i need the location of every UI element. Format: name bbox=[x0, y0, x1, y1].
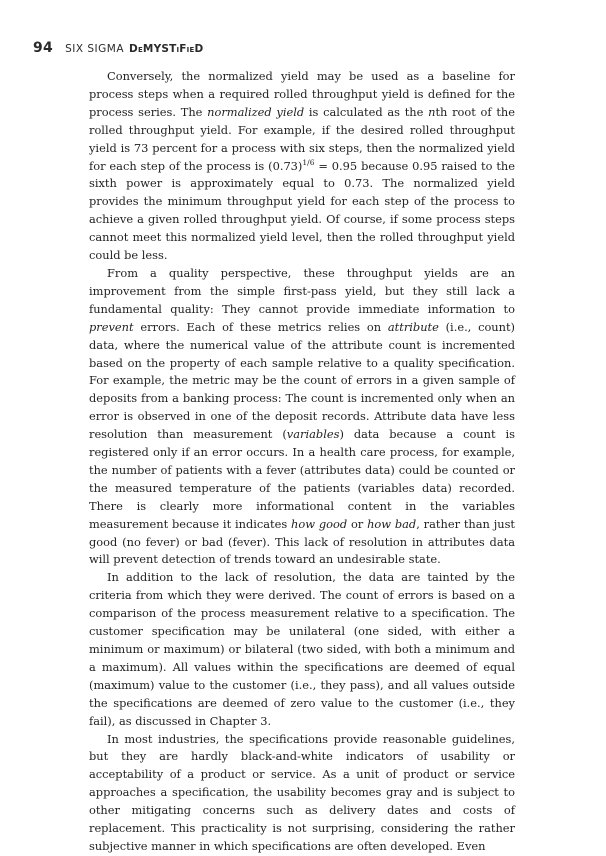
body-text bbox=[89, 68, 515, 856]
italic-text: how bad bbox=[367, 516, 417, 531]
text-run: ) data because a count is registered only if an error occurs. In a health care process, for example, the number of patients with a fever (attributes data) could be counted or the measured temperature of the patients (variables data) recorded. There is clearly more informational content in the variables measurement because it indicates bbox=[89, 427, 515, 531]
italic-text: normalized yield bbox=[207, 104, 305, 119]
text-run: In most industries, the specifications provide reasonable guidelines, but they are hardly black-and-white indicators of usability or acceptability of a product or service. As a unit of product or service approaches a specification, the usability becomes gray and is subject to other mitigating concerns such as delivery dates and costs of replacement. This practicality is not surprising, considering the rather subjective manner in which specifications are often developed. Even bbox=[89, 731, 515, 853]
text-run: is calculated as the bbox=[304, 104, 429, 119]
superscript-text: 1/6 bbox=[302, 157, 315, 167]
running-head bbox=[33, 40, 203, 58]
paragraph-lack-of-resolution bbox=[89, 569, 515, 730]
text-run: = 0.95 because 0.95 raised to the sixth power is approximately equal to 0.73. The normalized yield provides the minimum throughput yield for each step of the process to achieve a given rolled throughput yield. Of course, if some process steps cannot meet this normalized yield level, then the rolled throughput yield could be less. bbox=[89, 158, 515, 263]
text-run: or bbox=[347, 516, 368, 531]
book-title bbox=[65, 43, 203, 55]
text-run: th root of the rolled throughput yield. For example, if the desired rolled throughput yield is 73 percent for a process with six steps, then the normalized yield for each step of the process is (0.73) bbox=[89, 104, 515, 173]
text-run: errors. Each of these metrics relies on bbox=[133, 319, 388, 334]
page-number: 94 bbox=[33, 40, 54, 56]
text-run: From a quality perspective, these throughput yields are an improvement from the simple first-pass yield, but they still lack a fundamental quality: They cannot provide immediate information to bbox=[89, 265, 515, 316]
text-run: , rather than just good (no fever) or bad (fever). This lack of resolution in attributes data will prevent detection of trends toward an undesirable state. bbox=[89, 516, 515, 567]
text-run: In addition to the lack of resolution, the data are tainted by the criteria from which they were derived. The count of errors is based on a comparison of the process measurement relative to a specification. The customer specification may be unilateral (one sided, with either a minimum or maximum) or bilateral (two sided, with both a minimum and a maximum). All values within the specifications are deemed of equal (maximum) value to the customer (i.e., they pass), and all values outside the specifications are deemed of zero value to the customer (i.e., they fail), as discussed in Chapter 3. bbox=[89, 570, 515, 728]
italic-text: how good bbox=[291, 516, 348, 531]
text-run: Conversely, the normalized yield may be used as a baseline for process steps when a required rolled throughput yield is defined for the process series. The bbox=[89, 69, 515, 119]
italic-text: variables bbox=[286, 427, 340, 442]
italic-text: n bbox=[428, 104, 436, 119]
italic-text: prevent bbox=[89, 319, 134, 334]
paragraph-specifications bbox=[89, 731, 515, 856]
book-title-accent: DeMYSTiFieD bbox=[129, 43, 204, 55]
italic-text: attribute bbox=[387, 319, 439, 334]
paragraph-normalized-yield bbox=[89, 68, 515, 265]
book-title-main: SIX SIGMA bbox=[65, 43, 125, 55]
paragraph-quality-perspective bbox=[89, 265, 515, 569]
text-run: (i.e., count) data, where the numerical value of the attribute count is incremented based on the property of each sample relative to a quality specification. For example, the metric may be the count of errors in a given sample of deposits from a banking process: The count is incremented only when an error is observed in one of the deposit records. Attribute data have less resolution than measurement ( bbox=[89, 319, 515, 442]
